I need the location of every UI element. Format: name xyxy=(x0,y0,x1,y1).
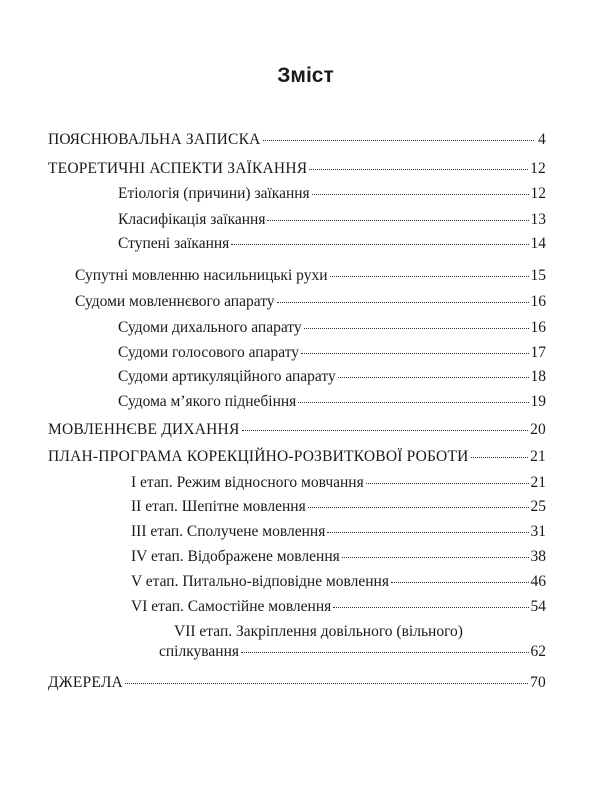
toc-page-number: 25 xyxy=(530,498,546,515)
toc-entry-label: Ступені заїкання xyxy=(118,235,230,252)
toc-page-number: 21 xyxy=(530,474,546,491)
dot-leader xyxy=(338,376,529,378)
toc-entry-label: Судоми мовленнєвого апарату xyxy=(75,293,275,310)
dot-leader xyxy=(277,301,529,303)
dot-leader xyxy=(471,456,529,458)
toc-entry[interactable] xyxy=(118,318,546,338)
toc-entry-label: І етап. Режим відносного мовчання xyxy=(131,474,364,491)
dot-leader xyxy=(263,139,534,141)
toc-entry[interactable] xyxy=(131,572,546,592)
toc-entry[interactable] xyxy=(75,292,546,312)
dot-leader xyxy=(342,556,529,558)
dot-leader xyxy=(125,682,528,684)
toc-entry-label: Судоми артикуляційного апарату xyxy=(118,368,336,385)
toc-entry-label: V етап. Питально-відповідне мовлення xyxy=(131,573,389,590)
dot-leader xyxy=(333,606,528,608)
page-title: Зміст xyxy=(277,64,334,87)
toc-entry[interactable] xyxy=(131,622,546,662)
dot-leader xyxy=(309,168,528,170)
toc-entry-label: Класифікація заїкання xyxy=(118,211,266,228)
dot-leader xyxy=(298,401,528,403)
dot-leader xyxy=(330,275,529,277)
dot-leader xyxy=(312,193,529,195)
toc-entry-label: ТЕОРЕТИЧНІ АСПЕКТИ ЗАЇКАННЯ xyxy=(48,160,308,177)
toc-entry[interactable] xyxy=(131,547,546,567)
toc-entry-label: Судоми дихального апарату xyxy=(118,319,302,336)
toc-entry-label-continued: спілкування xyxy=(159,643,239,660)
toc-entry[interactable] xyxy=(118,343,546,363)
toc-page-number: 19 xyxy=(530,393,546,410)
toc-page-number: 12 xyxy=(530,185,546,202)
toc-page-number: 18 xyxy=(530,368,546,385)
toc-entry[interactable] xyxy=(118,234,546,254)
dot-leader xyxy=(231,243,528,245)
toc-page-number: 12 xyxy=(530,160,546,177)
toc-entry-label: ІІ етап. Шепітне мовлення xyxy=(131,498,306,515)
toc-entry[interactable] xyxy=(48,673,546,693)
toc-entry[interactable] xyxy=(118,367,546,387)
toc-page-number: 54 xyxy=(530,598,546,615)
dot-leader xyxy=(366,482,529,484)
toc-page-number: 13 xyxy=(530,211,546,228)
dot-leader xyxy=(327,531,528,533)
toc-page-number: 21 xyxy=(530,448,546,465)
toc-entry[interactable] xyxy=(131,497,546,517)
toc-entry-label: ДЖЕРЕЛА xyxy=(48,674,123,691)
dot-leader xyxy=(391,581,529,583)
dot-leader xyxy=(267,219,528,221)
toc-entry[interactable] xyxy=(131,473,546,493)
toc-page-number: 15 xyxy=(530,267,546,284)
toc-entry[interactable] xyxy=(131,522,546,542)
toc-entry[interactable] xyxy=(75,266,546,286)
toc-page-number: 38 xyxy=(530,548,546,565)
toc-entry-label: Судома м’якого піднебіння xyxy=(118,393,297,410)
toc-entry[interactable] xyxy=(118,392,546,412)
toc-entry[interactable] xyxy=(48,447,546,467)
toc-page-number: 14 xyxy=(530,235,546,252)
toc-entry[interactable] xyxy=(48,159,546,179)
toc-entry[interactable] xyxy=(131,597,546,617)
toc-entry[interactable] xyxy=(48,420,546,440)
toc-page-number: 62 xyxy=(530,643,546,660)
toc-entry[interactable] xyxy=(48,130,546,150)
toc-page-number: 20 xyxy=(530,421,546,438)
toc-entry-label: VI етап. Самостійне мовлення xyxy=(131,598,332,615)
toc-entry-label: ПЛАН-ПРОГРАМА КОРЕКЦІЙНО-РОЗВИТКОВОЇ РОБОТИ xyxy=(48,448,469,465)
toc-entry-label: Судоми голосового апарату xyxy=(118,344,300,361)
dot-leader xyxy=(242,429,529,431)
toc-page-number: 17 xyxy=(530,344,546,361)
toc-page-number: 4 xyxy=(538,131,546,148)
toc-entry-label: ПОЯСНЮВАЛЬНА ЗАПИСКА xyxy=(48,131,261,148)
dot-leader xyxy=(308,506,529,508)
dot-leader xyxy=(241,651,529,653)
toc-page-number: 31 xyxy=(530,523,546,540)
toc-entry[interactable] xyxy=(118,184,546,204)
toc-entry-label: ІІІ етап. Сполучене мовлення xyxy=(131,523,326,540)
toc-entry-label: Етіологія (причини) заїкання xyxy=(118,185,310,202)
toc-entry-label: IV етап. Відображене мовлення xyxy=(131,548,340,565)
dot-leader xyxy=(301,352,528,354)
dot-leader xyxy=(304,327,529,329)
toc-entry[interactable] xyxy=(118,210,546,230)
toc-page-number: 16 xyxy=(530,293,546,310)
toc-page-number: 46 xyxy=(530,573,546,590)
toc-entry-label: VII етап. Закріплення довільного (вільного) xyxy=(174,623,463,640)
toc-page-number: 16 xyxy=(530,319,546,336)
toc-page-number: 70 xyxy=(530,674,546,691)
toc-entry-label: Супутні мовленню насильницькі рухи xyxy=(75,267,328,284)
toc-entry-label: МОВЛЕННЄВЕ ДИХАННЯ xyxy=(48,421,240,438)
